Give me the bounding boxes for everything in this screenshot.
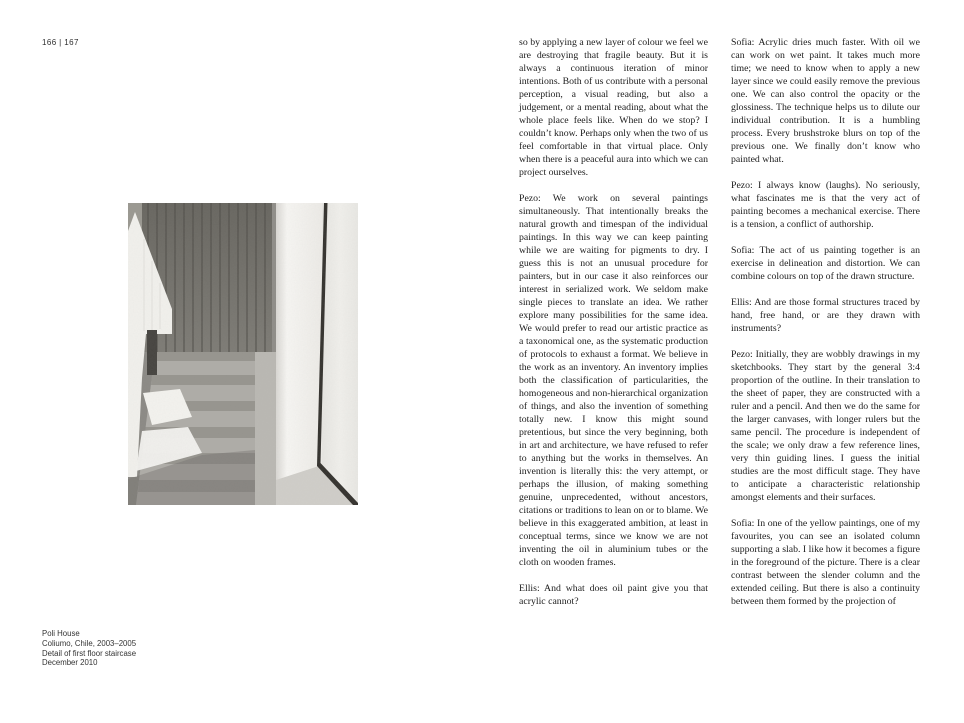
body-paragraph: Sofia: Acrylic dries much faster. With oil we can work on wet paint. It takes much more time; we need to know when to apply a new layer since we could easily remove the previous one. We can also control the opacity or the glossiness. The technique helps us to dilute our individual contribution. It is a humbling process. Every brushstroke blurs on top of the previous one. We finally don’t know who painted what. bbox=[731, 37, 920, 165]
caption-line: Coliumo, Chile, 2003–2005 bbox=[42, 638, 137, 648]
caption-line: Detail of first floor staircase bbox=[42, 648, 137, 658]
staircase-photo bbox=[128, 203, 358, 505]
film-grain bbox=[128, 203, 358, 505]
body-paragraph: Ellis: And are those formal structures traced by hand, free hand, or are they drawn with instruments? bbox=[731, 297, 920, 334]
body-paragraph: so by applying a new layer of colour we feel we are destroying that fragile beauty. But it is always a continuous iteration of minor intentions. Both of us contribute with a personal perception, a visual reading, but also a judgement, or a mental reading, about what the whole place feels like. When do we stop? I couldn’t know. Perhaps only when the two of us feel comfortable in that virtual place. Only when there is a peaceful aura into which we can project ourselves. bbox=[519, 37, 708, 178]
body-paragraph: Ellis: And what does oil paint give you that acrylic cannot? bbox=[519, 583, 708, 607]
text-column-left bbox=[519, 36, 708, 621]
photo-caption bbox=[42, 629, 136, 668]
body-paragraph: Pezo: I always know (laughs). No seriously, what fascinates me is that the very act of painting becomes a mechanical exercise. There is a tension, a conflict of authorship. bbox=[731, 180, 920, 230]
caption-line: Poli House bbox=[42, 629, 80, 638]
body-paragraph: Sofia: The act of us painting together is an exercise in delineation and distortion. We can combine colours on top of the drawn structure. bbox=[731, 245, 920, 282]
body-paragraph: Pezo: We work on several paintings simultaneously. That intentionally breaks the natural growth and timespan of the individual paintings. In this way we can keep painting while we are waiting for pigments to dry. I guess this is not an unusual procedure for painters, but in our case it also reinforces our interest in serialized work. We seldom make single pieces to translate an idea. We rather explore many possibilities for the same idea. We would prefer to read our artistic practice as a taxonomical one, as the systematic production of protocols to exhaust a format. We believe in the work as an inventory. An inventory implies both the classification of particularities, the homogeneous and non-hierarchical organization of things, and also the invention of something totally new. I know this might sound pretentious, but since the very beginning, both in art and architecture, we have refused to refer to anything but the works in themselves. An invention is literally this: the very attempt, or perhaps the illusion, of making something genuine, unprecedented, without ancestors, citations or traditions to lean on or to blame. We believe in this exaggerated ambition, at least in conceptual terms, since we know we are not inventing the oil in aluminium tubes or the cloth on wooden frames. bbox=[519, 193, 708, 568]
body-paragraph: Pezo: Initially, they are wobbly drawings in my sketchbooks. They start by the general 3:4 proportion of the outline. In their translation to the sheet of paper, they are constructed with a ruler and a pencil. And then we do the same for the larger canvases, with longer rulers but the same pencil. The procedure is independent of the scale; we only draw a few reference lines, very thin guiding lines. I guess the initial studies are the most difficult stage. They have to anticipate a characteristic relationship amongst elements and their surfaces. bbox=[731, 349, 920, 503]
staircase-photo-scene bbox=[128, 203, 358, 505]
page-folio: 166 | 167 bbox=[42, 38, 79, 47]
caption-line: December 2010 bbox=[42, 658, 98, 668]
text-column-right bbox=[731, 36, 920, 621]
body-paragraph: Sofia: In one of the yellow paintings, one of my favourites, you can see an isolated column supporting a slab. I like how it becomes a figure in the foreground of the picture. There is a clear contrast between the slender column and the extended ceiling. But there is also a continuity between them formed by the projection of bbox=[731, 518, 920, 607]
